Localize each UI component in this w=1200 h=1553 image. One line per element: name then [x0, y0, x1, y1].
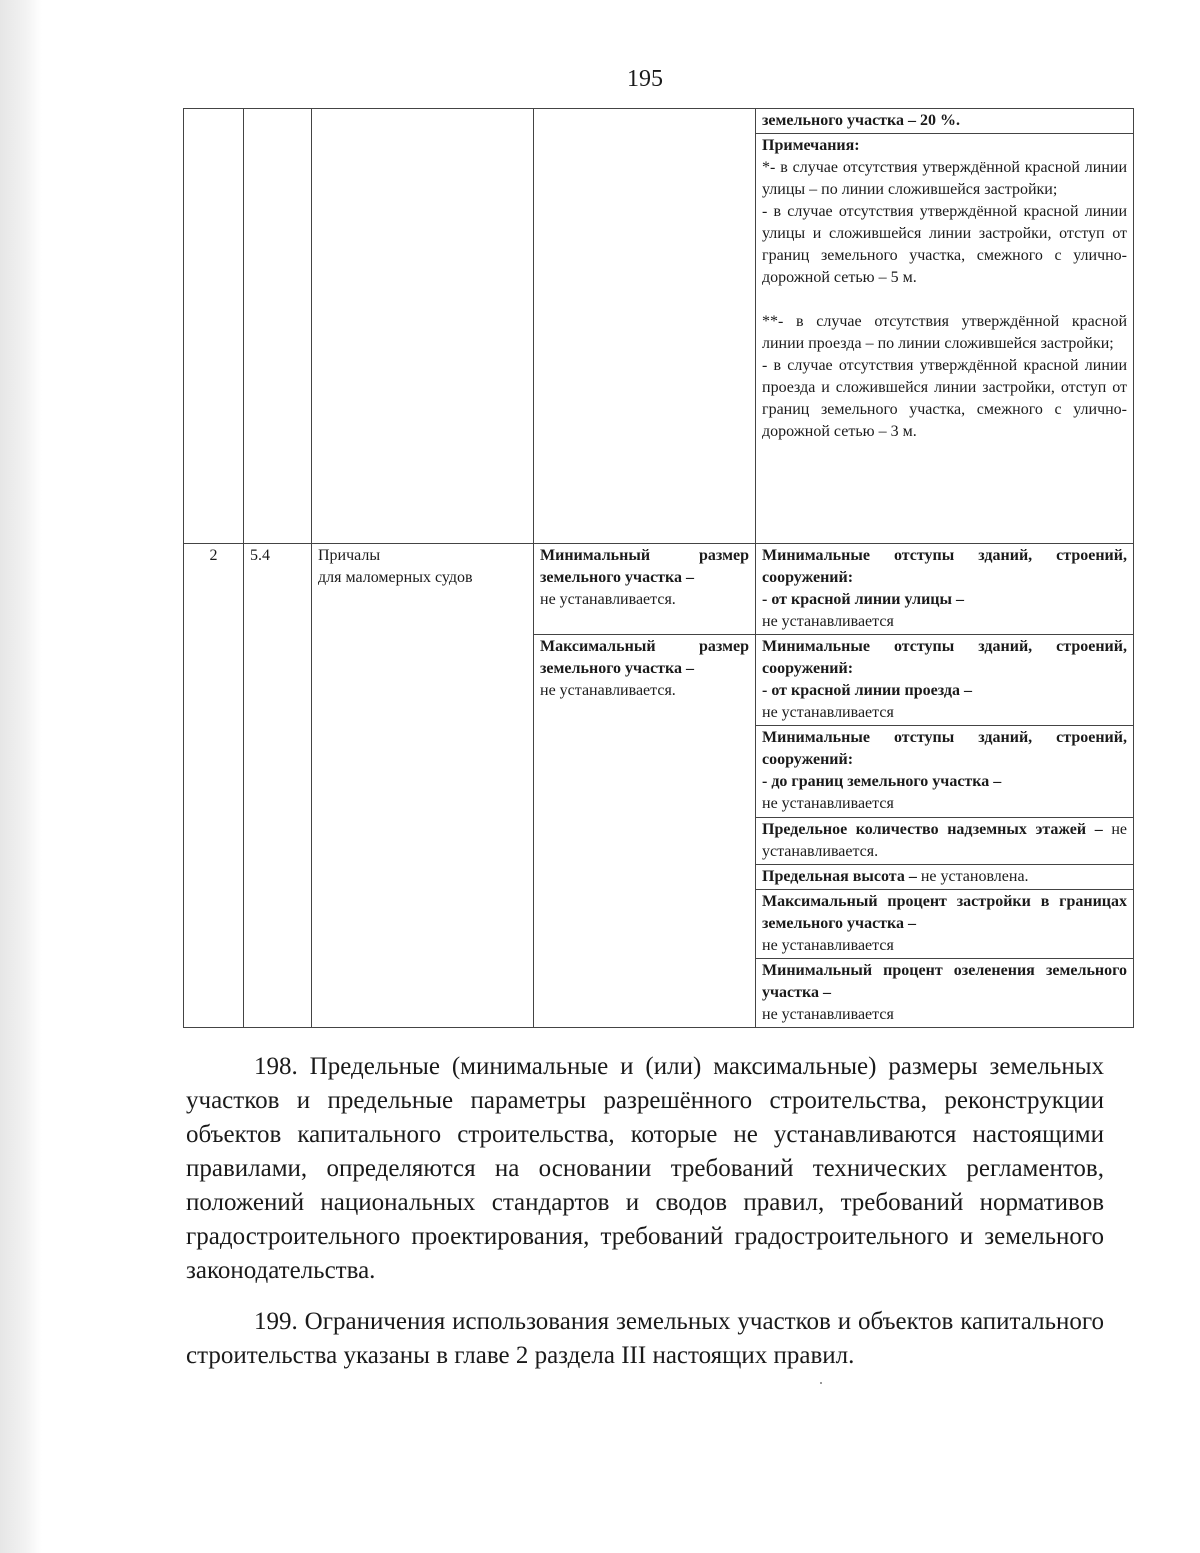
param-cell	[756, 890, 1134, 959]
table-cell	[312, 109, 534, 544]
param-value: не устанавливается	[762, 1006, 894, 1023]
param-value: не устанавливается.	[540, 682, 676, 699]
note-text: - в случае отсутствия утверждённой красной линии улицы и сложившейся линии застройки, отступ от границ земельного участка, смежного с улично-дорожной сетью – 5 м.	[762, 203, 1127, 286]
max-size-cell	[534, 635, 756, 1028]
row-number: 2	[184, 544, 244, 1028]
param-value: не устанавливается	[762, 613, 894, 630]
paragraph-199	[186, 1305, 1104, 1373]
table-cell	[184, 109, 244, 544]
param-item: - от красной линии улицы –	[762, 591, 964, 608]
table-cell	[244, 109, 312, 544]
use-name-cell	[312, 544, 534, 1028]
param-label: Предельное количество надземных этажей –	[762, 821, 1103, 838]
use-name: Причалы	[318, 547, 381, 564]
param-label: Минимальные отступы зданий, строений, сооружений:	[762, 547, 1127, 586]
param-label: Минимальные отступы зданий, строений, сооружений:	[762, 638, 1127, 677]
paragraph-text: 199. Ограничения использования земельных участков и объектов капитального строительства указаны в главе 2 раздела III настоящих правил.	[186, 1308, 1104, 1369]
use-name: для маломерных судов	[318, 569, 473, 586]
param-value: не устанавливается	[762, 704, 894, 721]
table-cell	[756, 109, 1134, 134]
cell-text: земельного участка – 20 %.	[762, 112, 961, 129]
param-value: не устанавливается	[762, 937, 894, 954]
param-label: Максимальный процент застройки в границах земельного участка –	[762, 893, 1127, 932]
param-value: не установлена.	[920, 868, 1029, 885]
param-label: Минимальные отступы зданий, строений, сооружений:	[762, 729, 1127, 768]
note-text: **- в случае отсутствия утверждённой красной линии проезда – по линии сложившейся застройки;	[762, 313, 1127, 352]
param-label: Максимальный размер земельного участка –	[540, 638, 749, 677]
page-number: 195	[627, 66, 663, 92]
param-item: - до границ земельного участка –	[762, 773, 1002, 790]
land-use-table	[183, 108, 1134, 1028]
param-label: Минимальный процент озеленения земельного участка –	[762, 962, 1127, 1001]
notes-title: Примечания:	[762, 137, 860, 154]
param-label: Предельная высота –	[762, 868, 917, 885]
scan-shadow	[0, 0, 42, 1553]
param-cell	[756, 726, 1134, 818]
paragraph-198	[186, 1050, 1104, 1288]
scan-speck	[820, 1382, 822, 1384]
param-cell	[756, 959, 1134, 1028]
param-value: не устанавливается.	[540, 591, 676, 608]
param-cell	[756, 818, 1134, 865]
param-label: Минимальный размер земельного участка –	[540, 547, 749, 586]
notes-cell	[756, 134, 1134, 544]
table-cell	[534, 109, 756, 544]
table-row	[184, 109, 1134, 134]
table-row	[184, 544, 1134, 635]
min-size-cell	[534, 544, 756, 635]
param-cell	[756, 544, 1134, 635]
note-text: - в случае отсутствия утверждённой красной линии проезда и сложившейся линии застройки, отступ от границ земельного участка, смежного с улично-дорожной сетью – 3 м.	[762, 357, 1127, 440]
param-value: не устанавливается.	[762, 821, 1128, 860]
note-text: *- в случае отсутствия утверждённой красной линии улицы – по линии сложившейся застройки;	[762, 159, 1127, 198]
param-value: не устанавливается	[762, 795, 894, 812]
param-item: - от красной линии проезда –	[762, 682, 972, 699]
param-cell	[756, 865, 1134, 890]
param-cell	[756, 635, 1134, 726]
paragraph-text: 198. Предельные (минимальные и (или) максимальные) размеры земельных участков и предельные параметры разрешённого строительства, реконструкции объектов капитального строительства, которые не устанавливаются настоящими правилами, определяются на основании требований технических регламентов, положений национальных стандартов и сводов правил, требований нормативов градостроительного проектирования, требований градостроительного и земельного законодательства.	[186, 1053, 1104, 1284]
row-code: 5.4	[244, 544, 312, 1028]
